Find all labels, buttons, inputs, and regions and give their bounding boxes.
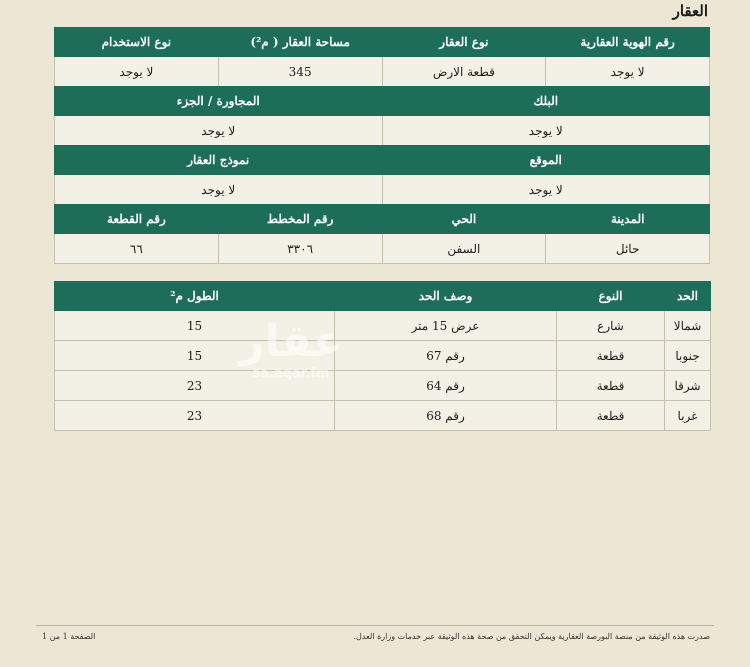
plan-number-value: ٣٣٠٦ bbox=[218, 234, 382, 264]
property-type-value: قطعة الارض bbox=[382, 57, 546, 87]
border-description: رقم 64 bbox=[335, 371, 557, 401]
property-model-value: لا يوجد bbox=[55, 175, 383, 205]
section-title: العقار bbox=[672, 2, 708, 20]
location-model-value-row bbox=[55, 175, 710, 205]
watermark-url: sa.aqar.fm bbox=[252, 366, 330, 381]
table-row bbox=[55, 311, 711, 341]
property-id-value: لا يوجد bbox=[546, 57, 710, 87]
city-plan-header-row bbox=[55, 205, 710, 234]
property-area-header: مساحة العقار ( م²) bbox=[218, 28, 382, 57]
block-neighborhood-table bbox=[54, 86, 710, 146]
location-value: لا يوجد bbox=[382, 175, 710, 205]
footer-divider bbox=[36, 625, 714, 626]
district-value: السفن bbox=[382, 234, 546, 264]
district-header: الحي bbox=[382, 205, 546, 234]
border-length-header: الطول م² bbox=[55, 282, 335, 311]
property-info-header-row bbox=[55, 28, 710, 57]
border-type: شارع bbox=[557, 311, 665, 341]
usage-type-header: نوع الاستخدام bbox=[55, 28, 219, 57]
border-type-header: النوع bbox=[557, 282, 665, 311]
border-direction: جنوبا bbox=[665, 341, 711, 371]
table-row bbox=[55, 401, 711, 431]
plan-number-header: رقم المخطط bbox=[218, 205, 382, 234]
property-type-header: نوع العقار bbox=[382, 28, 546, 57]
border-description: رقم 67 bbox=[335, 341, 557, 371]
border-type: قطعة bbox=[557, 371, 665, 401]
property-info-value-row bbox=[55, 57, 710, 87]
neighborhood-part-value: لا يوجد bbox=[55, 116, 383, 146]
border-direction: شرقا bbox=[665, 371, 711, 401]
border-direction-header: الحد bbox=[665, 282, 711, 311]
border-direction: شمالا bbox=[665, 311, 711, 341]
block-neighborhood-header-row bbox=[55, 87, 710, 116]
plot-number-value: ٦٦ bbox=[55, 234, 219, 264]
aqar-watermark bbox=[226, 318, 356, 381]
block-header: البلك bbox=[382, 87, 710, 116]
property-id-header: رقم الهوية العقارية bbox=[546, 28, 710, 57]
location-header: الموقع bbox=[382, 146, 710, 175]
footer-note: صدرت هذه الوثيقة من منصة البورصة العقارية ويمكن التحقق من صحة هذه الوثيقة عبر خدمات وزارة العدل. bbox=[353, 632, 710, 641]
city-value: حائل bbox=[546, 234, 710, 264]
border-length: 15 bbox=[55, 311, 335, 341]
table-row bbox=[55, 371, 711, 401]
border-type: قطعة bbox=[557, 401, 665, 431]
block-neighborhood-value-row bbox=[55, 116, 710, 146]
border-length: 15 bbox=[55, 341, 335, 371]
watermark-logo-text: عقار bbox=[239, 316, 343, 367]
borders-table bbox=[54, 281, 711, 431]
location-model-table bbox=[54, 145, 710, 205]
border-length: 23 bbox=[55, 401, 335, 431]
usage-type-value: لا يوجد bbox=[55, 57, 219, 87]
border-description: عرض 15 متر bbox=[335, 311, 557, 341]
city-plan-value-row bbox=[55, 234, 710, 264]
property-info-table bbox=[54, 27, 710, 87]
border-direction: غربا bbox=[665, 401, 711, 431]
table-row bbox=[55, 341, 711, 371]
border-length: 23 bbox=[55, 371, 335, 401]
block-value: لا يوجد bbox=[382, 116, 710, 146]
page-number: الصفحة 1 من 1 bbox=[42, 632, 96, 641]
city-header: المدينة bbox=[546, 205, 710, 234]
neighborhood-part-header: المجاورة / الجزء bbox=[55, 87, 383, 116]
borders-header-row bbox=[55, 282, 711, 311]
border-description: رقم 68 bbox=[335, 401, 557, 431]
city-plan-table bbox=[54, 204, 710, 264]
property-area-value: 345 bbox=[218, 57, 382, 87]
border-description-header: وصف الحد bbox=[335, 282, 557, 311]
plot-number-header: رقم القطعة bbox=[55, 205, 219, 234]
property-model-header: نموذج العقار bbox=[55, 146, 383, 175]
border-type: قطعة bbox=[557, 341, 665, 371]
location-model-header-row bbox=[55, 146, 710, 175]
